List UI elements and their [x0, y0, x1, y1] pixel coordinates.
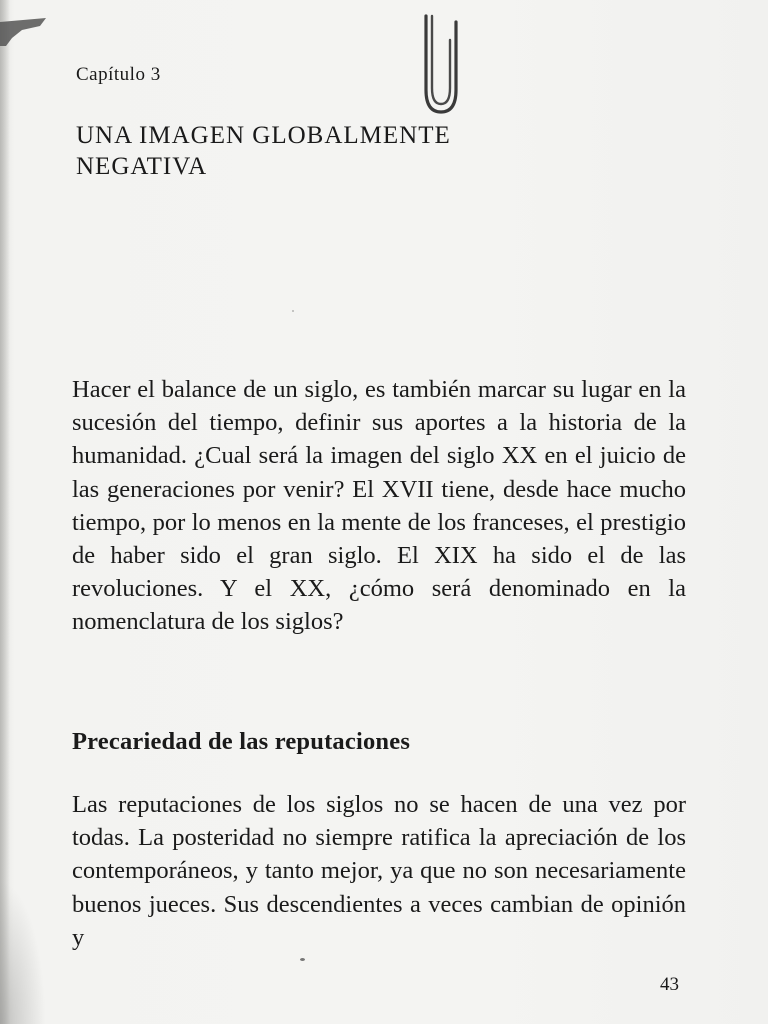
section-heading: Precariedad de las reputaciones	[72, 728, 411, 755]
body-paragraph-1: Hacer el balance de un siglo, es también marcar su lugar en la sucesión del tiempo, definir sus aportes a la historia de la humanidad. ¿Cual será la imagen del siglo XX en el juicio de las generaciones por venir? El XVII tiene, desde hace mucho tiempo, por lo menos en la mente de los franceses, el prestigio de haber sido el gran siglo. El XIX ha sido el de las revoluciones. Y el XX, ¿cómo será denominado en la nomenclatura de los siglos?	[72, 376, 686, 636]
chapter-title-line-2: NEGATIVA	[76, 153, 208, 180]
page-number: 43	[660, 974, 679, 995]
body-paragraph-2: Las reputaciones de los siglos no se hacen de una vez por todas. La posteridad no siempre ratifica la apreciación de los contemporáneos, y tanto mejor, ya que no son necesariamente buenos jueces. Sus descendientes a veces cambian de opinión y	[72, 791, 686, 951]
corner-fold-mark	[0, 16, 48, 46]
page-edge-shadow	[0, 0, 10, 1024]
chapter-title-line-1: UNA IMAGEN GLOBALMENTE	[76, 122, 451, 149]
scan-shadow	[0, 880, 46, 1024]
paperclip-icon	[418, 14, 464, 116]
scan-speck	[300, 958, 305, 961]
chapter-label: Capítulo 3	[76, 64, 161, 85]
chapter-title	[76, 120, 596, 182]
scan-speck	[292, 310, 294, 312]
